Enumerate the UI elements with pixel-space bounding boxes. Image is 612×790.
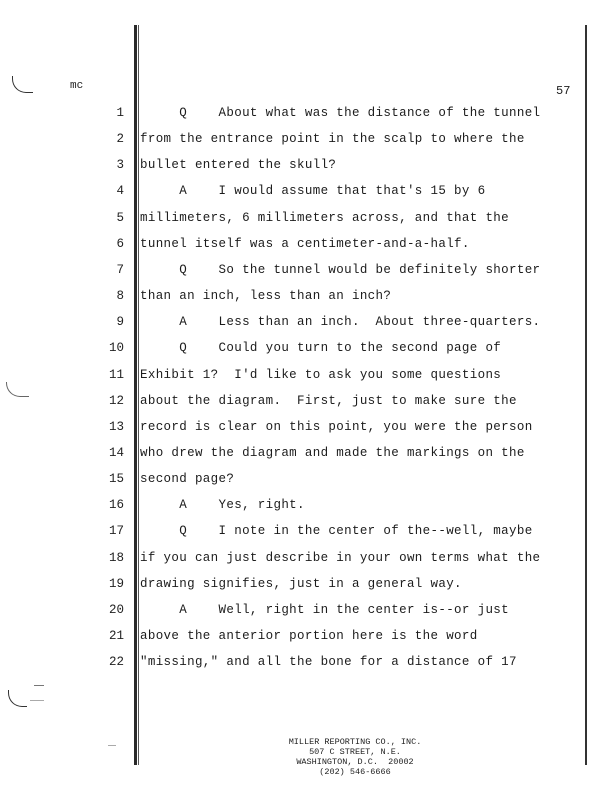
line-number: 18	[108, 551, 124, 565]
binder-hole-mark	[6, 382, 29, 397]
line-number: 19	[108, 577, 124, 591]
line-number: 17	[108, 524, 124, 538]
line-number: 9	[116, 315, 124, 329]
scan-speck	[34, 685, 44, 686]
line-text: about the diagram. First, just to make sure the	[140, 394, 517, 408]
line-text: A Yes, right.	[140, 498, 305, 512]
line-number: 1	[116, 106, 124, 120]
line-text: second page?	[140, 472, 235, 486]
line-text: who drew the diagram and made the markings on the	[140, 446, 525, 460]
footer-company: MILLER REPORTING CO., INC.	[288, 737, 422, 747]
line-number: 4	[116, 184, 124, 198]
reporter-footer	[250, 737, 460, 777]
line-text: record is clear on this point, you were the person	[140, 420, 533, 434]
line-text: Q So the tunnel would be definitely shorter	[140, 263, 541, 277]
line-number: 20	[108, 603, 124, 617]
scan-speck	[30, 700, 44, 701]
line-number: 14	[108, 446, 124, 460]
line-number: 3	[116, 158, 124, 172]
line-text: Q Could you turn to the second page of	[140, 341, 502, 355]
line-text: bullet entered the skull?	[140, 158, 337, 172]
line-text: above the anterior portion here is the word	[140, 629, 478, 643]
line-number: 15	[108, 472, 124, 486]
line-text: drawing signifies, just in a general way.	[140, 577, 462, 591]
left-margin-rule-inner	[138, 25, 139, 765]
page-number: 57	[556, 84, 571, 98]
line-text: millimeters, 6 millimeters across, and that the	[140, 211, 510, 225]
line-number: 6	[116, 237, 124, 251]
line-number: 13	[108, 420, 124, 434]
line-text: than an inch, less than an inch?	[140, 289, 392, 303]
line-number: 12	[108, 394, 124, 408]
line-number: 2	[116, 132, 124, 146]
line-text: if you can just describe in your own terms what the	[140, 551, 541, 565]
line-text: tunnel itself was a centimeter-and-a-half.	[140, 237, 470, 251]
footer-city: WASHINGTON, D.C. 20002	[296, 757, 414, 767]
line-number: 22	[108, 655, 124, 669]
line-number: 7	[116, 263, 124, 277]
line-text: from the entrance point in the scalp to where the	[140, 132, 525, 146]
binder-hole-mark	[12, 76, 33, 93]
line-number: 10	[108, 341, 124, 355]
line-text: Q About what was the distance of the tunnel	[140, 106, 541, 120]
line-number: 21	[108, 629, 124, 643]
line-text: Q I note in the center of the--well, maybe	[140, 524, 533, 538]
line-text: "missing," and all the bone for a distance of 17	[140, 655, 517, 669]
line-text: A Well, right in the center is--or just	[140, 603, 510, 617]
line-number: 8	[116, 289, 124, 303]
binder-hole-mark	[8, 690, 27, 707]
reporter-initials: mc	[70, 80, 84, 92]
line-number: 5	[116, 211, 124, 225]
line-text: Exhibit 1? I'd like to ask you some questions	[140, 368, 502, 382]
footer-phone: (202) 546-6666	[319, 767, 391, 777]
line-number: 11	[108, 368, 124, 382]
line-text: A I would assume that that's 15 by 6	[140, 184, 486, 198]
line-text: A Less than an inch. About three-quarters.	[140, 315, 541, 329]
scan-speck	[108, 745, 116, 746]
line-number: 16	[108, 498, 124, 512]
footer-street: 507 C STREET, N.E.	[309, 747, 401, 757]
right-margin-rule	[585, 25, 587, 765]
